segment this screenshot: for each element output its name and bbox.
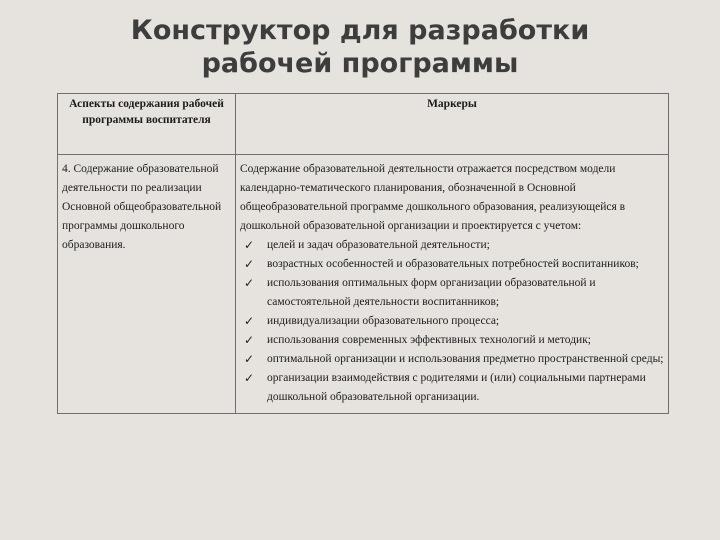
header-aspects: Аспекты содержания рабочей программы воспитателя [58,94,236,155]
list-item [240,331,666,350]
check-icon: ✓ [244,333,255,347]
aspect-cell: 4. Содержание образовательной деятельности по реализации Основной общеобразовательной программы дошкольного образования. [58,155,236,414]
list-item-text: организации взаимодействия с родителями и (или) социальными партнерами дошкольной образовательной организации. [267,372,646,403]
markers-cell [236,155,669,414]
check-icon: ✓ [244,276,255,290]
list-item [240,350,666,369]
list-item [240,255,666,274]
slide-title [0,14,720,80]
list-item-text: использования оптимальных форм организации образовательной и самостоятельной деятельности воспитанников; [267,277,596,308]
list-item-text: целей и задач образовательной деятельности; [267,239,490,251]
program-constructor-table [57,93,669,414]
list-item-text: индивидуализации образовательного процесса; [267,315,500,327]
check-icon: ✓ [244,257,255,271]
list-item [240,312,666,331]
list-item [240,274,666,312]
check-icon: ✓ [244,371,255,385]
table-row [58,155,669,414]
list-item-text: возрастных особенностей и образовательных потребностей воспитанников; [267,258,639,270]
table-header-row [58,94,669,155]
title-line-2: рабочей программы [201,48,519,79]
markers-checklist [240,236,666,407]
list-item-text: оптимальной организации и использования предметно пространственной среды; [267,353,664,365]
markers-intro: Содержание образовательной деятельности отражается посредством модели календарно-тематического планирования, обозначенной в Основной общеобразовательной программе дошкольного образования, реализующейся в дошкольной образовательной организации и проектируется с учетом: [240,163,626,232]
header-markers: Маркеры [236,94,669,155]
title-line-1: Конструктор для разработки [130,15,590,46]
list-item-text: использования современных эффективных технологий и методик; [267,334,591,346]
check-icon: ✓ [244,238,255,252]
list-item [240,369,666,407]
check-icon: ✓ [244,314,255,328]
check-icon: ✓ [244,352,255,366]
list-item [240,236,666,255]
